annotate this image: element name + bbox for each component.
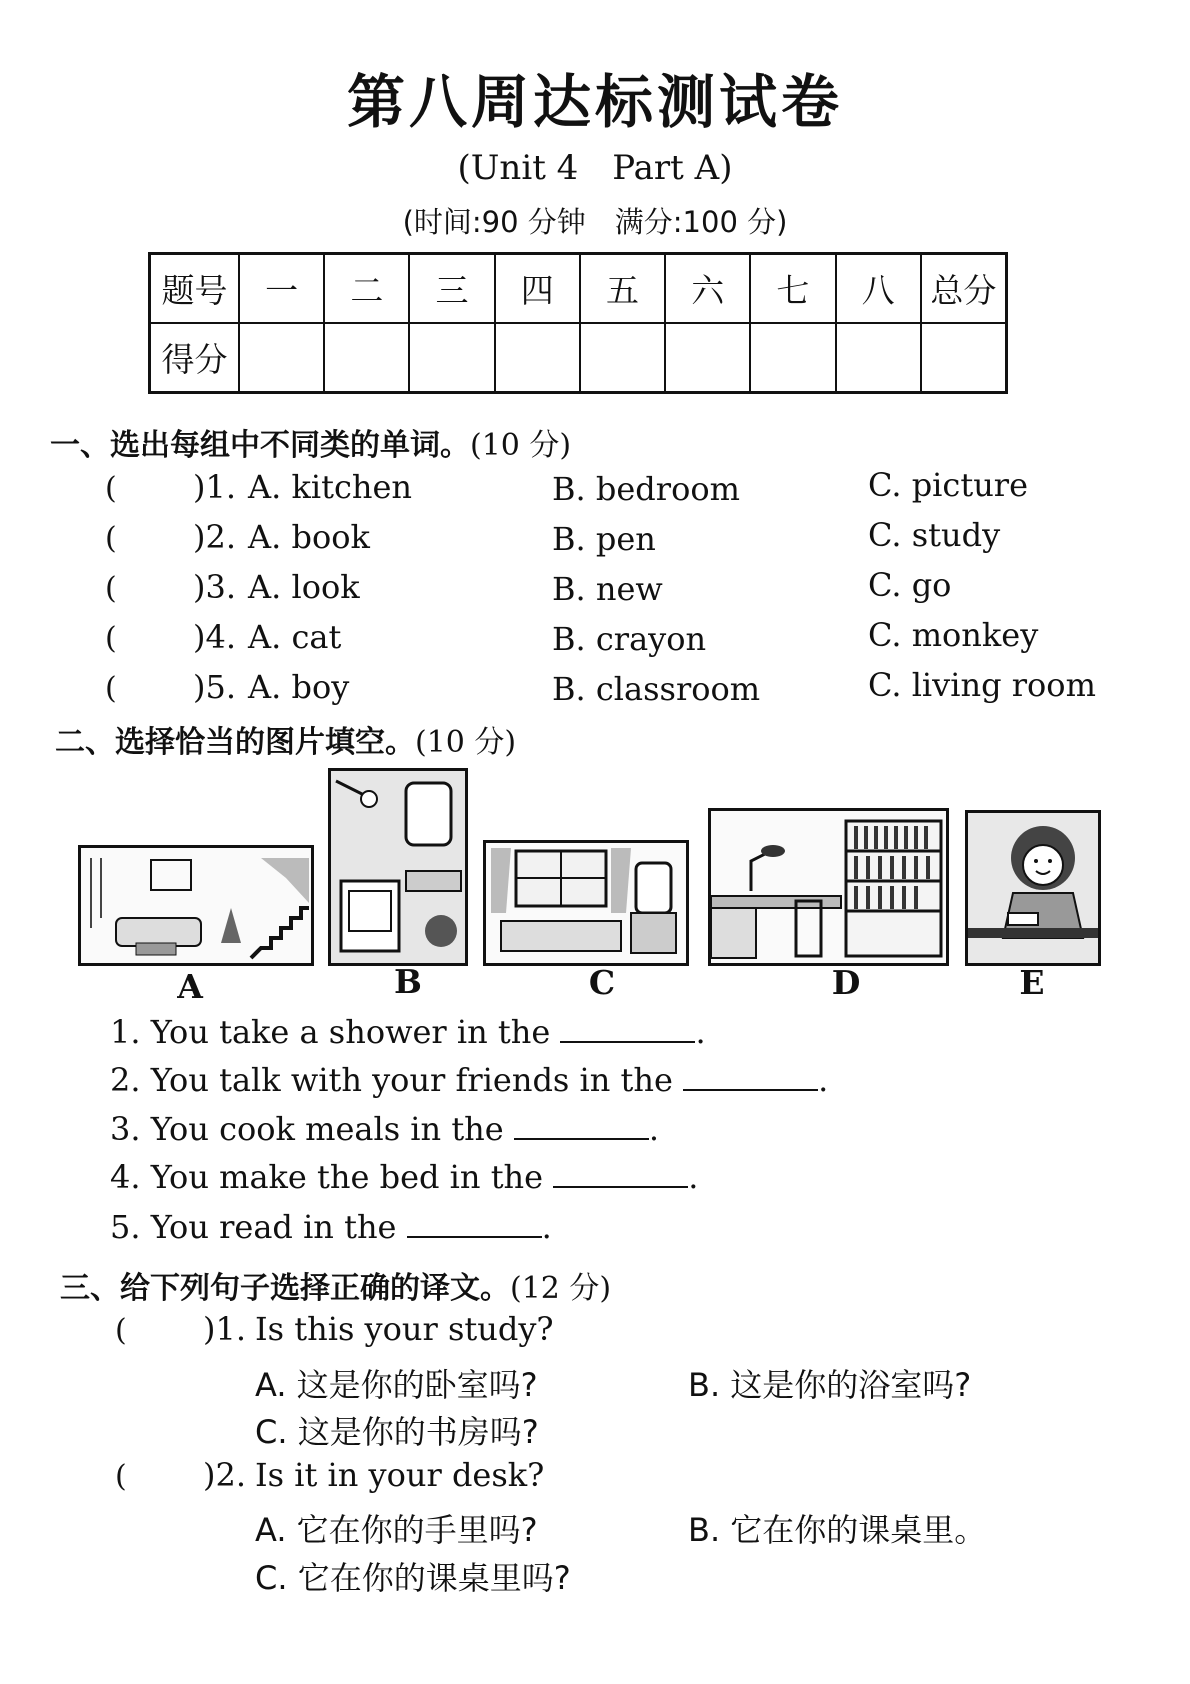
score-input-cell[interactable] bbox=[239, 323, 324, 393]
option-c: C. picture bbox=[868, 466, 1029, 504]
score-input-cell[interactable] bbox=[409, 323, 494, 393]
picture-bathroom[interactable] bbox=[328, 768, 468, 966]
sentence-text: 5. You read in the bbox=[110, 1208, 397, 1246]
section3-title: 三、给下列句子选择正确的译文。 bbox=[60, 1271, 510, 1306]
option-c: C. living room bbox=[868, 666, 1096, 704]
score-input-cell[interactable] bbox=[750, 323, 835, 393]
score-input-cell[interactable] bbox=[324, 323, 409, 393]
option-a: A. book bbox=[248, 518, 370, 556]
page-title: 第八周达标测试卷 bbox=[346, 68, 843, 136]
option-a: A. kitchen bbox=[248, 468, 413, 506]
answer-blank[interactable] bbox=[683, 1061, 818, 1091]
question-number: )5. bbox=[193, 668, 237, 706]
living-room-illustration bbox=[81, 848, 311, 963]
sentence-end: . bbox=[695, 1013, 706, 1051]
score-table-cell: 八 bbox=[836, 254, 921, 324]
answer-blank[interactable] bbox=[553, 1158, 688, 1188]
score-table-row-label: 得分 bbox=[150, 323, 240, 393]
score-table-cell: 三 bbox=[409, 254, 494, 324]
sentence-end: . bbox=[648, 1110, 660, 1148]
section2-points: (10 分) bbox=[415, 725, 517, 760]
score-input-cell[interactable] bbox=[921, 323, 1007, 393]
sentence-text: 4. You make the bed in the bbox=[110, 1158, 544, 1196]
question-number: )4. bbox=[193, 618, 237, 656]
score-table-cell: 六 bbox=[665, 254, 750, 324]
answer-bracket-open[interactable]: ( bbox=[105, 471, 117, 506]
question-number: )2. bbox=[193, 518, 237, 556]
picture-bedroom[interactable] bbox=[483, 840, 689, 966]
sentence-text: 1. You take a shower in the bbox=[110, 1013, 551, 1051]
question-number: )1. bbox=[193, 468, 237, 506]
score-input-cell[interactable] bbox=[665, 323, 750, 393]
score-table-cell: 总分 bbox=[921, 254, 1007, 324]
page-subtitle: (Unit 4 Part A) bbox=[457, 148, 733, 188]
option-c: C. monkey bbox=[868, 616, 1039, 654]
study-illustration bbox=[711, 811, 946, 963]
answer-blank[interactable] bbox=[514, 1110, 649, 1140]
option-a: A. cat bbox=[248, 618, 342, 656]
question-text: Is it in your desk? bbox=[255, 1456, 545, 1494]
score-input-cell[interactable] bbox=[495, 323, 580, 393]
answer-bracket-open[interactable]: ( bbox=[105, 521, 117, 556]
sentence-end: . bbox=[818, 1061, 829, 1099]
picture-study[interactable] bbox=[708, 808, 949, 966]
score-table-score-row bbox=[150, 323, 1007, 393]
section2-title: 二、选择恰当的图片填空。 bbox=[55, 725, 415, 760]
sentence-end: . bbox=[688, 1158, 699, 1196]
answer-bracket-open[interactable]: ( bbox=[115, 1459, 127, 1494]
question-number: )3. bbox=[193, 568, 237, 606]
option-c: C. 这是你的书房吗? bbox=[255, 1413, 539, 1451]
bedroom-illustration bbox=[486, 843, 686, 963]
option-b: B. crayon bbox=[552, 620, 707, 658]
question-number: )1. bbox=[203, 1310, 247, 1348]
list-item bbox=[105, 518, 370, 556]
answer-blank[interactable] bbox=[407, 1208, 542, 1238]
score-table-cell: 七 bbox=[750, 254, 835, 324]
option-a: A. boy bbox=[248, 668, 350, 706]
question-text: Is this your study? bbox=[255, 1310, 554, 1348]
list-item bbox=[115, 1456, 545, 1494]
option-a: A. 这是你的卧室吗? bbox=[255, 1366, 538, 1404]
score-table bbox=[148, 252, 1008, 394]
option-a: A. look bbox=[248, 568, 360, 606]
answer-blank[interactable] bbox=[560, 1013, 695, 1043]
answer-bracket-open[interactable]: ( bbox=[105, 621, 117, 656]
picture-label: D bbox=[831, 963, 861, 1002]
list-item bbox=[105, 568, 360, 606]
section2-heading bbox=[55, 717, 516, 761]
score-table-header-row bbox=[150, 254, 1007, 324]
option-b: B. pen bbox=[552, 520, 656, 558]
score-table-cell: 一 bbox=[239, 254, 324, 324]
sentence-text: 3. You cook meals in the bbox=[110, 1110, 504, 1148]
picture-label: E bbox=[1019, 963, 1045, 1002]
list-item bbox=[110, 1208, 552, 1246]
list-item bbox=[110, 1158, 698, 1196]
picture-label: B bbox=[394, 962, 422, 1001]
option-b: B. 这是你的浴室吗? bbox=[688, 1366, 972, 1404]
picture-kitchen[interactable] bbox=[965, 810, 1101, 966]
option-b: B. 它在你的课桌里。 bbox=[688, 1511, 987, 1549]
section1-heading bbox=[50, 420, 571, 464]
sentence-end: . bbox=[541, 1208, 552, 1246]
answer-bracket-open[interactable]: ( bbox=[105, 571, 117, 606]
picture-label: C bbox=[588, 963, 616, 1002]
list-item bbox=[110, 1110, 659, 1148]
list-item bbox=[115, 1310, 554, 1348]
section3-points: (12 分) bbox=[510, 1271, 612, 1306]
option-b: B. new bbox=[552, 570, 663, 608]
kitchen-illustration bbox=[968, 813, 1098, 963]
bathroom-illustration bbox=[331, 771, 465, 963]
option-c: C. 它在你的课桌里吗? bbox=[255, 1559, 571, 1597]
score-table-cell: 四 bbox=[495, 254, 580, 324]
list-item bbox=[105, 468, 413, 506]
score-table-cell: 二 bbox=[324, 254, 409, 324]
answer-bracket-open[interactable]: ( bbox=[115, 1313, 127, 1348]
list-item bbox=[110, 1013, 706, 1051]
picture-label: A bbox=[177, 967, 203, 1006]
sentence-text: 2. You talk with your friends in the bbox=[110, 1061, 673, 1099]
option-b: B. classroom bbox=[552, 670, 761, 708]
section1-points: (10 分) bbox=[470, 428, 572, 463]
section1-title: 一、选出每组中不同类的单词。 bbox=[50, 428, 470, 463]
answer-bracket-open[interactable]: ( bbox=[105, 671, 117, 706]
list-item bbox=[105, 618, 342, 656]
score-table-cell: 题号 bbox=[150, 254, 240, 324]
score-table-cell: 五 bbox=[580, 254, 665, 324]
option-a: A. 它在你的手里吗? bbox=[255, 1511, 538, 1549]
list-item bbox=[105, 668, 350, 706]
option-c: C. go bbox=[868, 566, 952, 604]
exam-meta: (时间:90 分钟 满分:100 分) bbox=[402, 205, 788, 239]
list-item bbox=[110, 1061, 828, 1099]
section3-heading bbox=[60, 1263, 611, 1307]
option-c: C. study bbox=[868, 516, 1001, 554]
option-b: B. bedroom bbox=[552, 470, 740, 508]
picture-living-room[interactable] bbox=[78, 845, 314, 966]
question-number: )2. bbox=[203, 1456, 247, 1494]
score-input-cell[interactable] bbox=[836, 323, 921, 393]
score-input-cell[interactable] bbox=[580, 323, 665, 393]
